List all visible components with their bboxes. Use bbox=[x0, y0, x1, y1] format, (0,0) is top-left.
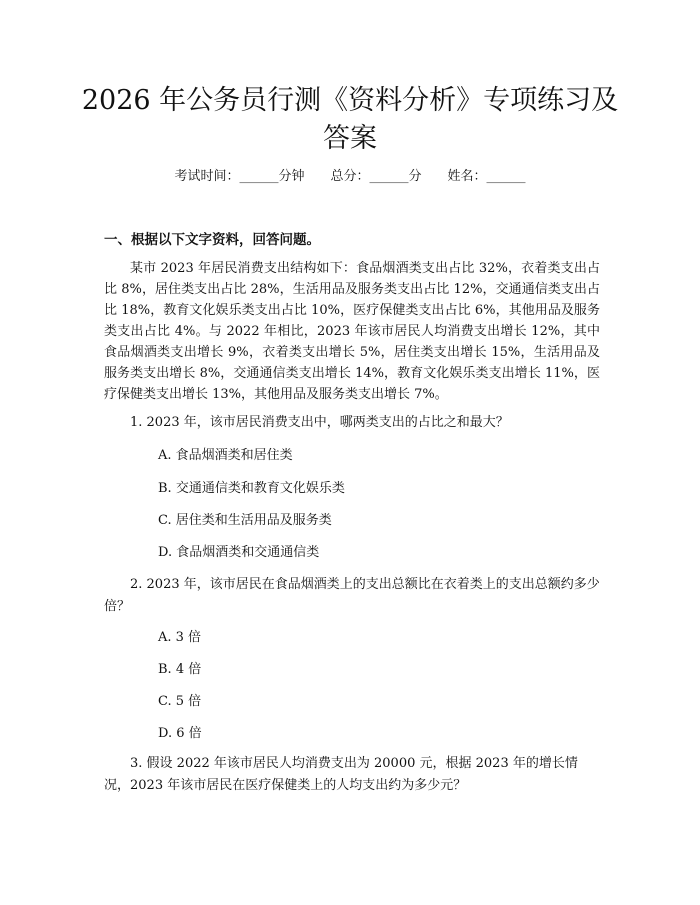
question-2-option-b: B. 4 倍 bbox=[158, 662, 202, 677]
question-1: 1. 2023 年，该市居民消费支出中，哪两类支出的占比之和最大？ bbox=[130, 415, 509, 430]
exam-info-line: 考试时间：______分钟 总分：______分 姓名：______ bbox=[174, 169, 526, 184]
section-heading: 一、根据以下文字资料，回答问题。 bbox=[104, 232, 320, 248]
question-2-option-d: D. 6 倍 bbox=[158, 726, 202, 741]
question-1-option-d: D. 食品烟酒类和交通通信类 bbox=[158, 545, 320, 560]
question-2: 2. 2023 年，该市居民在食品烟酒类上的支出总额比在衣着类上的支出总额约多少倍？ bbox=[104, 577, 600, 614]
question-2-option-a: A. 3 倍 bbox=[158, 630, 202, 645]
question-3: 3. 假设 2022 年该市居民人均消费支出为 20000 元，根据 2023 年的增长情况，2023 年该市居民在医疗保健类上的人均支出约为多少元？ bbox=[104, 756, 578, 793]
question-1-option-a: A. 食品烟酒类和居住类 bbox=[158, 448, 293, 463]
question-1-option-b: B. 交通通信类和教育文化娱乐类 bbox=[158, 481, 345, 496]
document-title: 2026 年公务员行测《资料分析》专项练习及答案 bbox=[81, 85, 619, 154]
question-2-option-c: C. 5 倍 bbox=[158, 694, 202, 709]
question-1-option-c: C. 居住类和生活用品及服务类 bbox=[158, 513, 332, 528]
passage-text: 某市 2023 年居民消费支出结构如下：食品烟酒类支出占比 32%，衣着类支出占比 8%，居住类支出占比 28%，生活用品及服务类支出占比 12%，交通通信类支出占比 18%，教育文化娱乐类支出占比 10%，医疗保健类支出占比 6%，其他用品及服务类支出占比 4%。与 2022 年相比，2023 年该市居民人均消费支出增长 12%，其中食品烟酒类支出增长 9%，衣着类支出增长 5%，居住类支出增长 15%，生活用品及服务类支出增长 8%，交通通信类支出增长 14%，教育文化娱乐类支出增长 11%，医疗保健类支出增长 13%，其他用品及服务类支出增长 7%。 bbox=[104, 261, 600, 402]
